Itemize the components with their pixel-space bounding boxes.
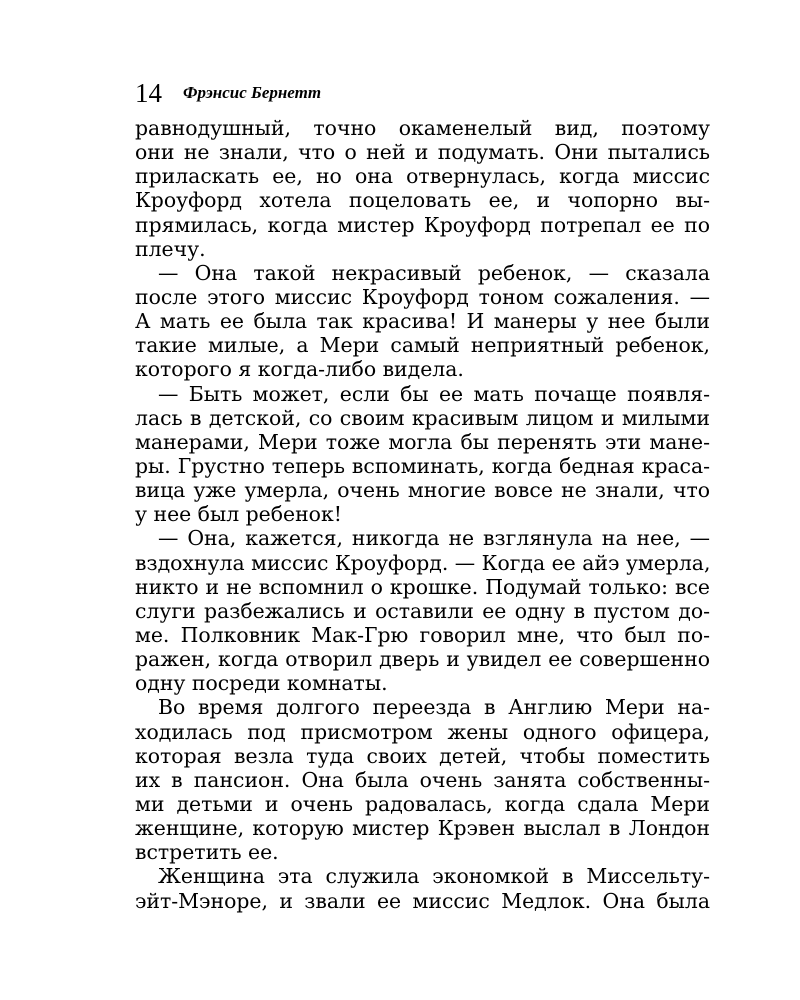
text-line: после этого миссис Кроуфорд тоном сожаления. — [135, 284, 710, 309]
text-line: ходилась под присмотром жены одного офицера, [135, 719, 710, 744]
text-line: женщине, которую мистер Крэвен выслал в Лондон [135, 816, 710, 841]
text-line: их в пансион. Она была очень занята собственны- [135, 767, 710, 792]
text-line: такие милые, а Мери самый неприятный ребенок, [135, 333, 710, 358]
running-header [135, 78, 715, 108]
text-line: встретить ее. [135, 840, 279, 865]
text-line: плечу. [135, 236, 206, 261]
page-number: 14 [135, 78, 162, 108]
text-line: А мать ее была так красива! И манеры у нее были [135, 309, 710, 334]
text-line: вздохнула миссис Кроуфорд. — Когда ее айэ умерла, [135, 550, 710, 575]
text-line: равнодушный, точно окаменелый вид, поэтому [135, 116, 710, 140]
text-line: у нее был ребенок! [135, 502, 342, 527]
text-line: — Быть может, если бы ее мать почаще появля- [158, 381, 710, 406]
text-line: прямилась, когда мистер Кроуфорд потрепал ее по [135, 212, 710, 237]
text-line: Во время долгого переезда в Англию Мери на- [158, 695, 710, 720]
text-line: Женщина эта служила экономкой в Миссельту- [158, 864, 710, 889]
text-line: которая везла туда своих детей, чтобы поместить [135, 743, 710, 768]
text-line: они не знали, что о ней и подумать. Они пытались [135, 140, 710, 165]
text-line: которого я когда-либо видела. [135, 357, 464, 382]
text-line: приласкать ее, но она отвернулась, когда миссис [135, 164, 710, 189]
author-name: Фрэнсис Бернетт [183, 83, 322, 102]
text-line: — Она такой некрасивый ребенок, — сказала [158, 260, 710, 285]
text-line: — Она, кажется, никогда не взглянула на нее, — [158, 526, 710, 551]
text-line: слуги разбежались и оставили ее одну в пустом до- [135, 598, 710, 623]
text-line: ме. Полковник Мак-Грю говорил мне, что был по- [135, 622, 710, 647]
text-line: манерами, Мери тоже могла бы перенять эти мане- [135, 429, 710, 454]
text-line: эйт-Мэноре, и звали ее миссис Медлок. Она была [135, 888, 710, 913]
text-line: одну посреди комнаты. [135, 671, 388, 696]
text-line: ры. Грустно теперь вспоминать, когда бедная краса- [135, 453, 710, 478]
text-line: вица уже умерла, очень многие вовсе не знали, что [135, 478, 710, 503]
text-line: ражен, когда отворил дверь и увидел ее совершенно [135, 647, 710, 672]
text-line: лась в детской, со своим красивым лицом и милыми [135, 405, 710, 430]
body-text [135, 116, 710, 916]
text-line: никто и не вспомнил о крошке. Подумай только: все [135, 574, 710, 599]
text-line: ми детьми и очень радовалась, когда сдала Мери [135, 791, 710, 816]
text-line: Кроуфорд хотела поцеловать ее, и чопорно вы- [135, 188, 710, 213]
